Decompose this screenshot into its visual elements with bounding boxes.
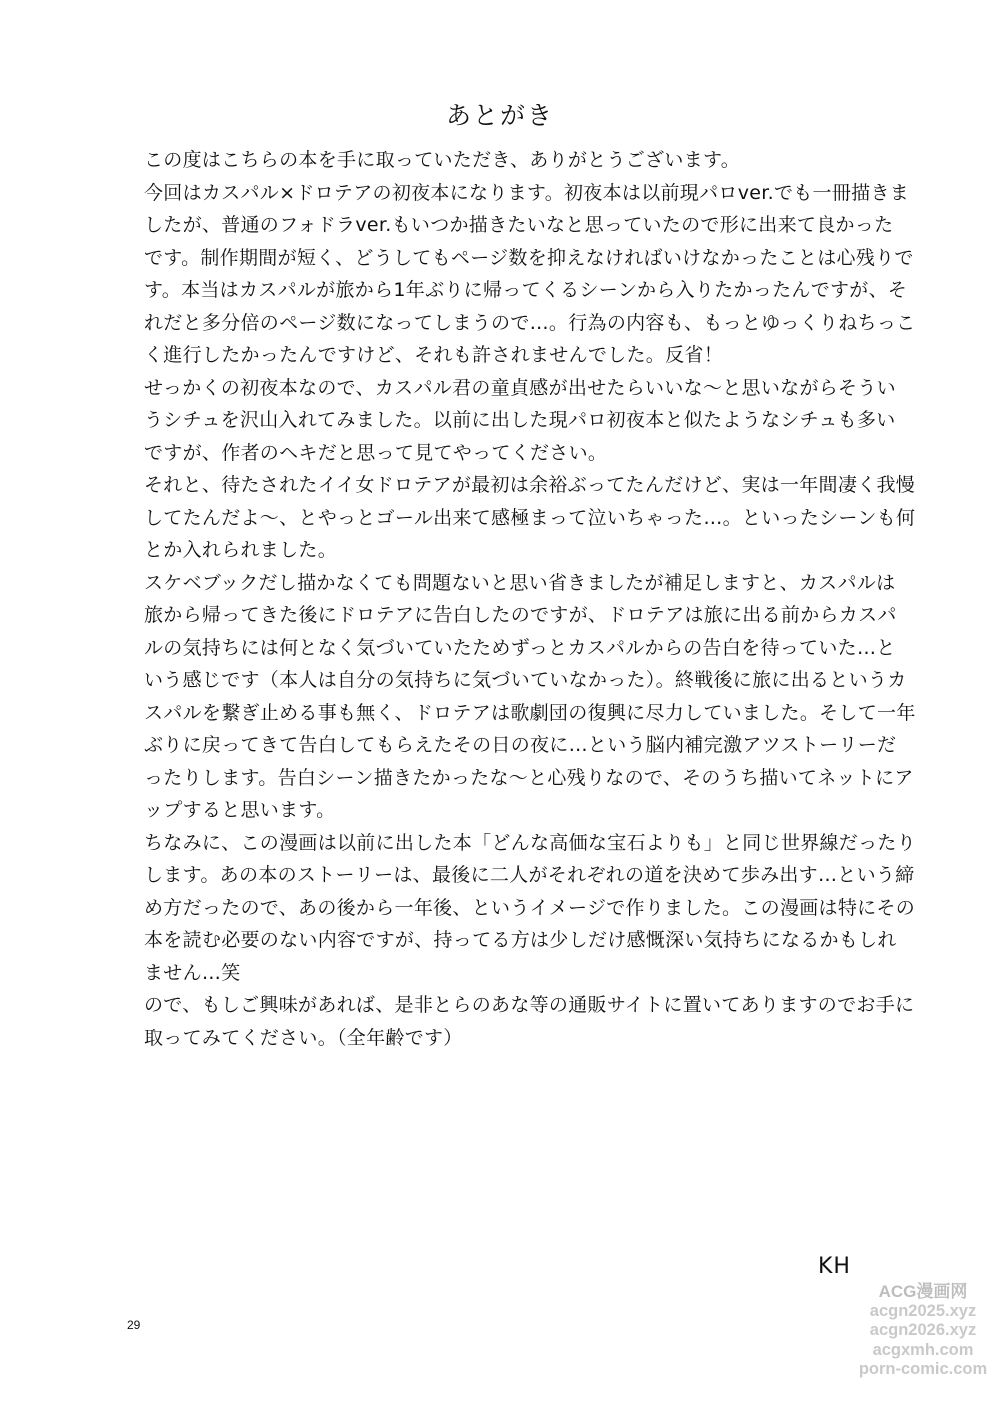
body-line: この度はこちらの本を手に取っていただき、ありがとうございます。 xyxy=(144,149,741,171)
body-line: 旅から帰ってきた後にドロテアに告白したのですが、ドロテアは旅に出る前からカスパ xyxy=(144,604,897,626)
watermark-domain: acgn2025.xyz xyxy=(869,1301,977,1320)
body-line: です。制作期間が短く、どうしてもページ数を抑えなければいけなかったことは心残りで xyxy=(144,246,914,269)
afterword-title: あとがき xyxy=(445,101,554,130)
body-line: します。あの本のストーリーは、最後に二人がそれぞれの道を決めて歩み出す…という締 xyxy=(144,864,915,886)
body-line: せっかくの初夜本なので、カスパル君の童貞感が出せたらいいな〜と思いながらそうい xyxy=(144,376,896,399)
body-line: スケベブックだし描かなくても問題ないと思い省きましたが補足しますと、カスパルは xyxy=(144,571,896,594)
body-line: とか入れられました。 xyxy=(144,539,338,561)
body-line: く進行したかったんですけど、それも許されませんでした。反省！ xyxy=(144,344,724,366)
body-line: す。本当はカスパルが旅から1年ぶりに帰ってくるシーンから入りたかったんですが、そ xyxy=(144,279,908,301)
page-number: 29 xyxy=(127,1318,141,1332)
body-line: したが、普通のフォドラver.もいつか描きたいなと思っていたので形に出来て良かった xyxy=(144,214,894,236)
body-line: 取ってみてください。（全年齢です） xyxy=(144,1026,463,1049)
watermark-domain: acgxmh.com xyxy=(872,1340,974,1359)
site-watermark xyxy=(852,1282,994,1380)
body-line: れだと多分倍のページ数になってしまうので…。行為の内容も、もっとゆっくりねちっこ xyxy=(144,311,916,334)
body-line: ったりします。告白シーン描きたかったな〜と心残りなので、そのうち描いてネットにア xyxy=(144,766,914,789)
body-line: ップすると思います。 xyxy=(144,799,336,821)
body-line: ません…笑 xyxy=(144,961,241,984)
watermark-domain: acgn2026.xyz xyxy=(869,1321,977,1339)
watermark-logo-text: ACG漫画网 xyxy=(878,1282,968,1301)
body-line: 本を読む必要のない内容ですが、持ってる方は少しだけ感慨深い気持ちになるかもしれ xyxy=(144,929,897,951)
author-signature: KH xyxy=(818,1254,851,1279)
body-line: スパルを繋ぎ止める事も無く、ドロテアは歌劇団の復興に尽力していました。そして一年 xyxy=(144,701,916,724)
body-line: ちなみに、この漫画は以前に出した本「どんな高価な宝石よりも」と同じ世界線だったり xyxy=(144,831,917,854)
body-line: それと、待たされたイイ女ドロテアが最初は余裕ぶってたんだけど、実は一年間凄く我慢 xyxy=(144,474,916,496)
body-line: め方だったので、あの後から一年後、というイメージで作りました。この漫画は特にその xyxy=(144,896,916,919)
body-line: してたんだよ〜、とやっとゴール出来て感極まって泣いちゃった…。といったシーンも何 xyxy=(144,506,916,529)
body-line: ルの気持ちには何となく気づいていたためずっとカスパルからの告白を待っていた…と xyxy=(144,636,896,659)
afterword-body xyxy=(144,144,917,1054)
body-line: 今回はカスパル×ドロテアの初夜本になります。初夜本は以前現パロver.でも一冊描きま xyxy=(144,181,910,204)
body-line: ので、もしご興味があれば、是非とらのあな等の通販サイトに置いてありますのでお手に xyxy=(144,994,915,1016)
body-line: ぶりに戻ってきて告白してもらえたその日の夜に…という脳内補完激アツストーリーだ xyxy=(144,734,897,756)
watermark-domain: porn-comic.com xyxy=(858,1360,988,1378)
body-line: ですが、作者のヘキだと思って見てやってください。 xyxy=(144,441,608,464)
body-line: いう感じです（本人は自分の気持ちに気づいていなかった）。終戦後に旅に出るというカ xyxy=(144,669,907,691)
body-line: うシチュを沢山入れてみました。以前に出した現パロ初夜本と似たようなシチュも多い xyxy=(144,409,896,431)
